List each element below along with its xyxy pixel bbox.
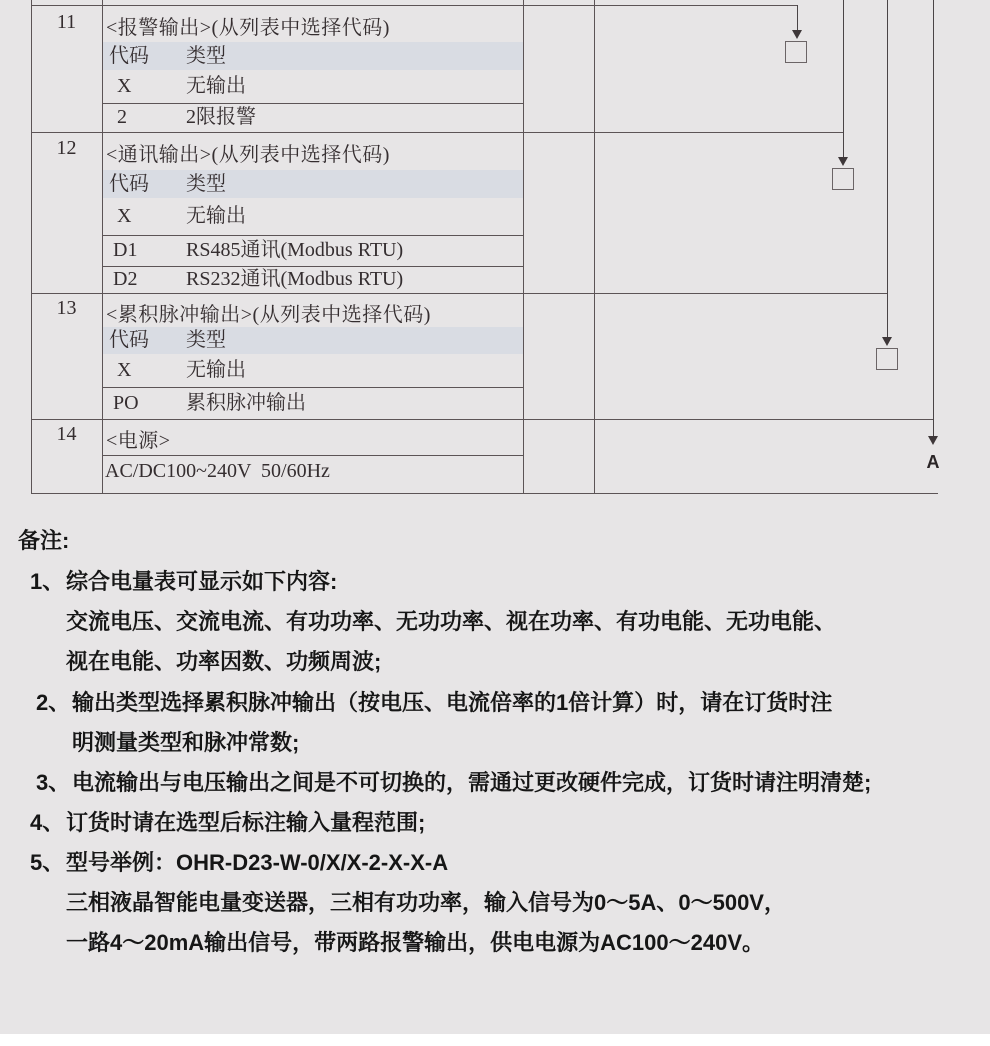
option-code: PO <box>113 392 139 414</box>
row-number: 13 <box>56 297 77 319</box>
arrow-down-icon <box>928 436 938 445</box>
subrow-divider <box>102 455 523 456</box>
selector-line-12 <box>843 0 844 158</box>
option-code: D1 <box>113 239 138 261</box>
code-box-alarm-output <box>785 41 807 63</box>
option-type: 2限报警 <box>186 106 256 128</box>
option-code: D2 <box>113 268 138 290</box>
arrow-down-icon <box>838 157 848 166</box>
row-title: <电源> <box>106 430 171 452</box>
arrow-down-icon <box>792 30 802 39</box>
note-line: 视在电能、功率因数、功频周波; <box>66 649 382 674</box>
row-divider-top <box>31 5 797 6</box>
note-line: 三相液晶智能电量变送器，三相有功功率，输入信号为0～5A、0～500V， <box>66 890 786 915</box>
option-row <box>102 70 523 103</box>
row-number: 11 <box>56 11 77 33</box>
power-code-letter: A <box>926 452 940 472</box>
option-type: 无输出 <box>186 359 246 381</box>
option-row <box>102 266 523 293</box>
note-number: 4、 <box>30 810 65 835</box>
option-type: RS485通讯(Modbus RTU) <box>186 239 404 261</box>
option-row <box>102 354 523 387</box>
header-type-label: 类型 <box>186 45 226 67</box>
arrow-down-icon <box>882 337 892 346</box>
row-divider-13-14 <box>31 419 933 420</box>
row-divider-11-12 <box>31 132 843 133</box>
note-line: 电流输出与电压输出之间是不可切换的，需通过更改硬件完成，订货时请注明清楚; <box>72 770 872 795</box>
option-code: X <box>117 75 132 97</box>
note-number: 3、 <box>36 770 71 795</box>
header-type-label: 类型 <box>186 329 226 351</box>
selector-line-14 <box>933 0 934 437</box>
option-row <box>102 235 523 266</box>
option-code: X <box>117 205 132 227</box>
header-code-label: 代码 <box>109 45 149 67</box>
selector-line-13 <box>887 0 888 338</box>
code-box-comm-output <box>832 168 854 190</box>
option-row <box>102 103 523 132</box>
header-code-label: 代码 <box>109 329 149 351</box>
table-border-bottom <box>31 493 938 494</box>
option-row <box>102 387 523 419</box>
code-box-pulse-output <box>876 348 898 370</box>
selector-line-11 <box>797 5 798 31</box>
note-line: 综合电量表可显示如下内容: <box>66 569 338 594</box>
row-number: 12 <box>56 137 77 159</box>
row-title: <报警输出>(从列表中选择代码) <box>106 17 390 39</box>
option-code: X <box>117 359 132 381</box>
option-code: 2 <box>117 106 127 128</box>
note-number: 1、 <box>30 569 65 594</box>
code-type-header <box>102 42 523 70</box>
option-type: RS232通讯(Modbus RTU) <box>186 268 404 290</box>
note-number: 2、 <box>36 690 71 715</box>
code-type-header <box>102 327 523 354</box>
note-line: 明测量类型和脉冲常数; <box>72 730 300 755</box>
note-number: 5、 <box>30 850 65 875</box>
option-type: 累积脉冲输出 <box>186 392 306 414</box>
note-line: 订货时请在选型后标注输入量程范围; <box>66 810 426 835</box>
row-title: <累积脉冲输出>(从列表中选择代码) <box>106 304 431 326</box>
note-line: 交流电压、交流电流、有功功率、无功功率、视在功率、有功电能、无功电能、 <box>66 609 837 634</box>
note-line: 型号举例：OHR-D23-W-0/X/X-2-X-X-A <box>66 850 449 875</box>
row-number: 14 <box>56 423 77 445</box>
option-type: 无输出 <box>186 75 246 97</box>
code-type-header <box>102 170 523 198</box>
note-line: 一路4～20mA输出信号，带两路报警输出，供电电源为AC100～240V。 <box>66 930 765 955</box>
option-row <box>102 198 523 235</box>
header-code-label: 代码 <box>109 173 149 195</box>
row-title: <通讯输出>(从列表中选择代码) <box>106 144 390 166</box>
row-divider-12-13 <box>31 293 887 294</box>
header-type-label: 类型 <box>186 173 226 195</box>
option-type: 无输出 <box>186 205 246 227</box>
note-line: 输出类型选择累积脉冲输出（按电压、电流倍率的1倍计算）时，请在订货时注 <box>72 690 833 715</box>
power-spec: AC/DC100~240V 50/60Hz <box>105 460 330 482</box>
notes-heading: 备注: <box>18 528 70 553</box>
